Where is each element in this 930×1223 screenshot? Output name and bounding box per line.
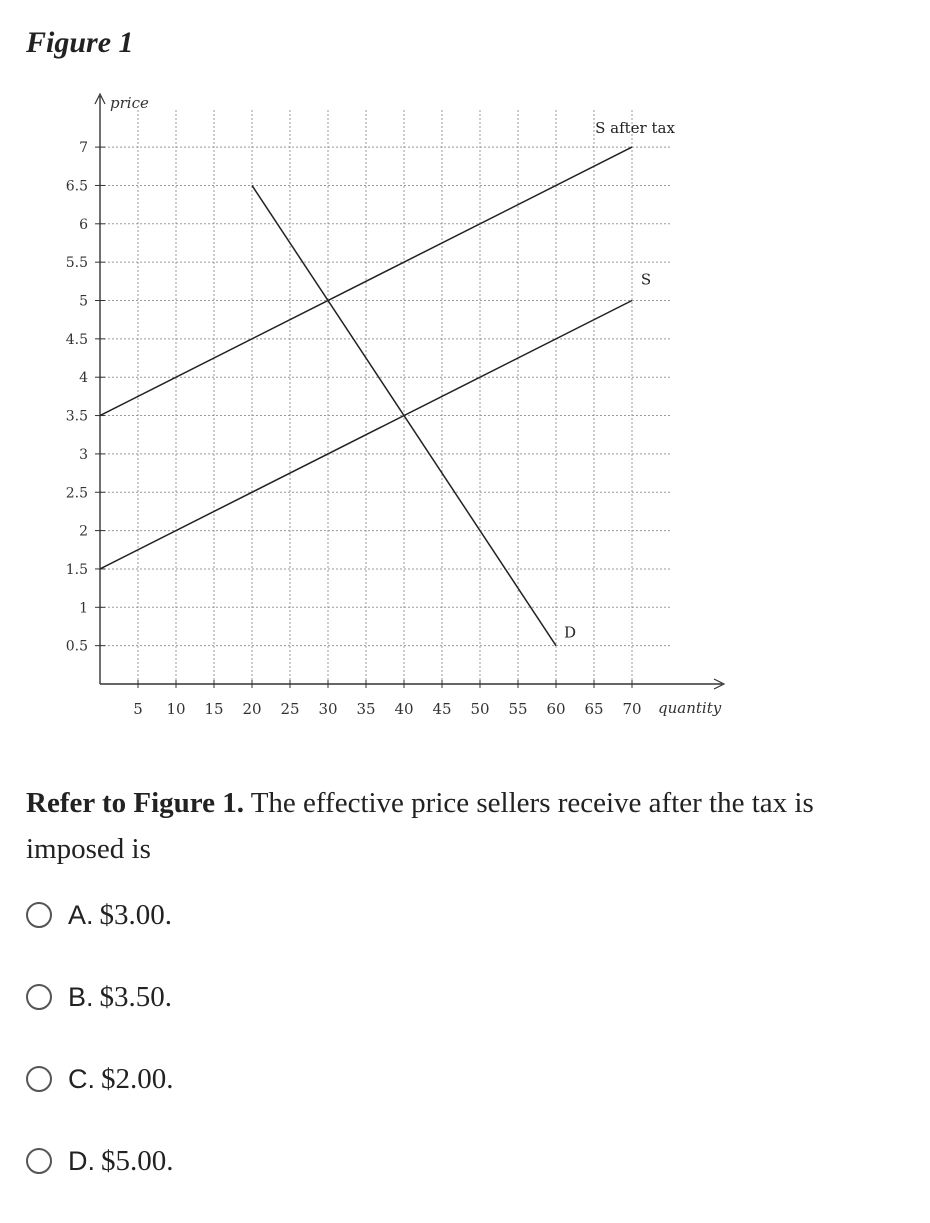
x-axis-label: quantity (658, 699, 722, 717)
y-tick-label: 0.5 (65, 638, 88, 655)
y-tick-label: 4.5 (65, 331, 88, 348)
option-letter: B. (68, 982, 94, 1012)
y-tick-label: 3.5 (65, 408, 88, 425)
option-letter: A. (68, 900, 94, 930)
radio-button-icon[interactable] (26, 1066, 52, 1092)
chart-labels (110, 94, 722, 717)
y-tick-label: 6 (79, 216, 88, 233)
series-label-s-after-tax: S after tax (595, 119, 675, 138)
option-letter: C. (68, 1064, 95, 1094)
y-tick-label: 7 (79, 140, 88, 157)
question-lead: Refer to Figure 1. (26, 787, 244, 819)
y-tick-label: 1.5 (65, 561, 88, 578)
y-tick-label: 3 (79, 446, 88, 463)
radio-button-icon[interactable] (26, 902, 52, 928)
y-tick-label: 5 (79, 293, 88, 310)
x-tick-label: 65 (584, 700, 604, 718)
x-tick-label: 60 (546, 700, 566, 718)
x-tick-label: 55 (508, 700, 528, 718)
option-c[interactable] (26, 1059, 174, 1141)
y-tick-label: 5.5 (65, 255, 88, 272)
option-d[interactable] (26, 1141, 174, 1223)
chart-ticks (66, 140, 642, 718)
x-tick-label: 35 (356, 700, 376, 718)
y-axis-label: price (110, 94, 149, 112)
y-tick-label: 4 (79, 370, 88, 387)
x-tick-label: 40 (394, 700, 414, 718)
option-letter: D. (68, 1146, 95, 1176)
answer-options (26, 895, 174, 1223)
x-tick-label: 70 (622, 700, 642, 718)
x-tick-label: 50 (470, 700, 490, 718)
y-tick-label: 2.5 (65, 485, 88, 502)
option-text: $3.00. (99, 899, 173, 931)
chart-axes (95, 94, 724, 689)
radio-button-icon[interactable] (26, 1148, 52, 1174)
y-tick-label: 2 (79, 523, 88, 540)
option-text: $3.50. (99, 981, 173, 1013)
option-text: $5.00. (101, 1145, 174, 1177)
x-tick-label: 10 (166, 700, 186, 718)
y-tick-label: 1 (79, 600, 88, 617)
option-b[interactable] (26, 977, 174, 1059)
question-text (26, 780, 886, 872)
radio-button-icon[interactable] (26, 984, 52, 1010)
figure-title: Figure 1 (26, 26, 134, 59)
chart-grid (100, 109, 670, 684)
x-tick-label: 20 (242, 700, 262, 718)
x-tick-label: 15 (204, 700, 224, 718)
x-tick-label: 30 (318, 700, 338, 718)
x-tick-label: 5 (133, 700, 143, 718)
x-tick-label: 45 (432, 700, 452, 718)
option-text: $2.00. (101, 1063, 174, 1095)
series-line-s (100, 301, 632, 569)
option-a[interactable] (26, 895, 174, 977)
question-body: The effective price sellers receive after the tax is imposed is (26, 787, 814, 865)
y-tick-label: 6.5 (65, 178, 88, 195)
supply-demand-chart (0, 80, 760, 730)
series-label-s: S (640, 270, 652, 289)
series-label-d: D (563, 623, 577, 642)
x-tick-label: 25 (280, 700, 300, 718)
